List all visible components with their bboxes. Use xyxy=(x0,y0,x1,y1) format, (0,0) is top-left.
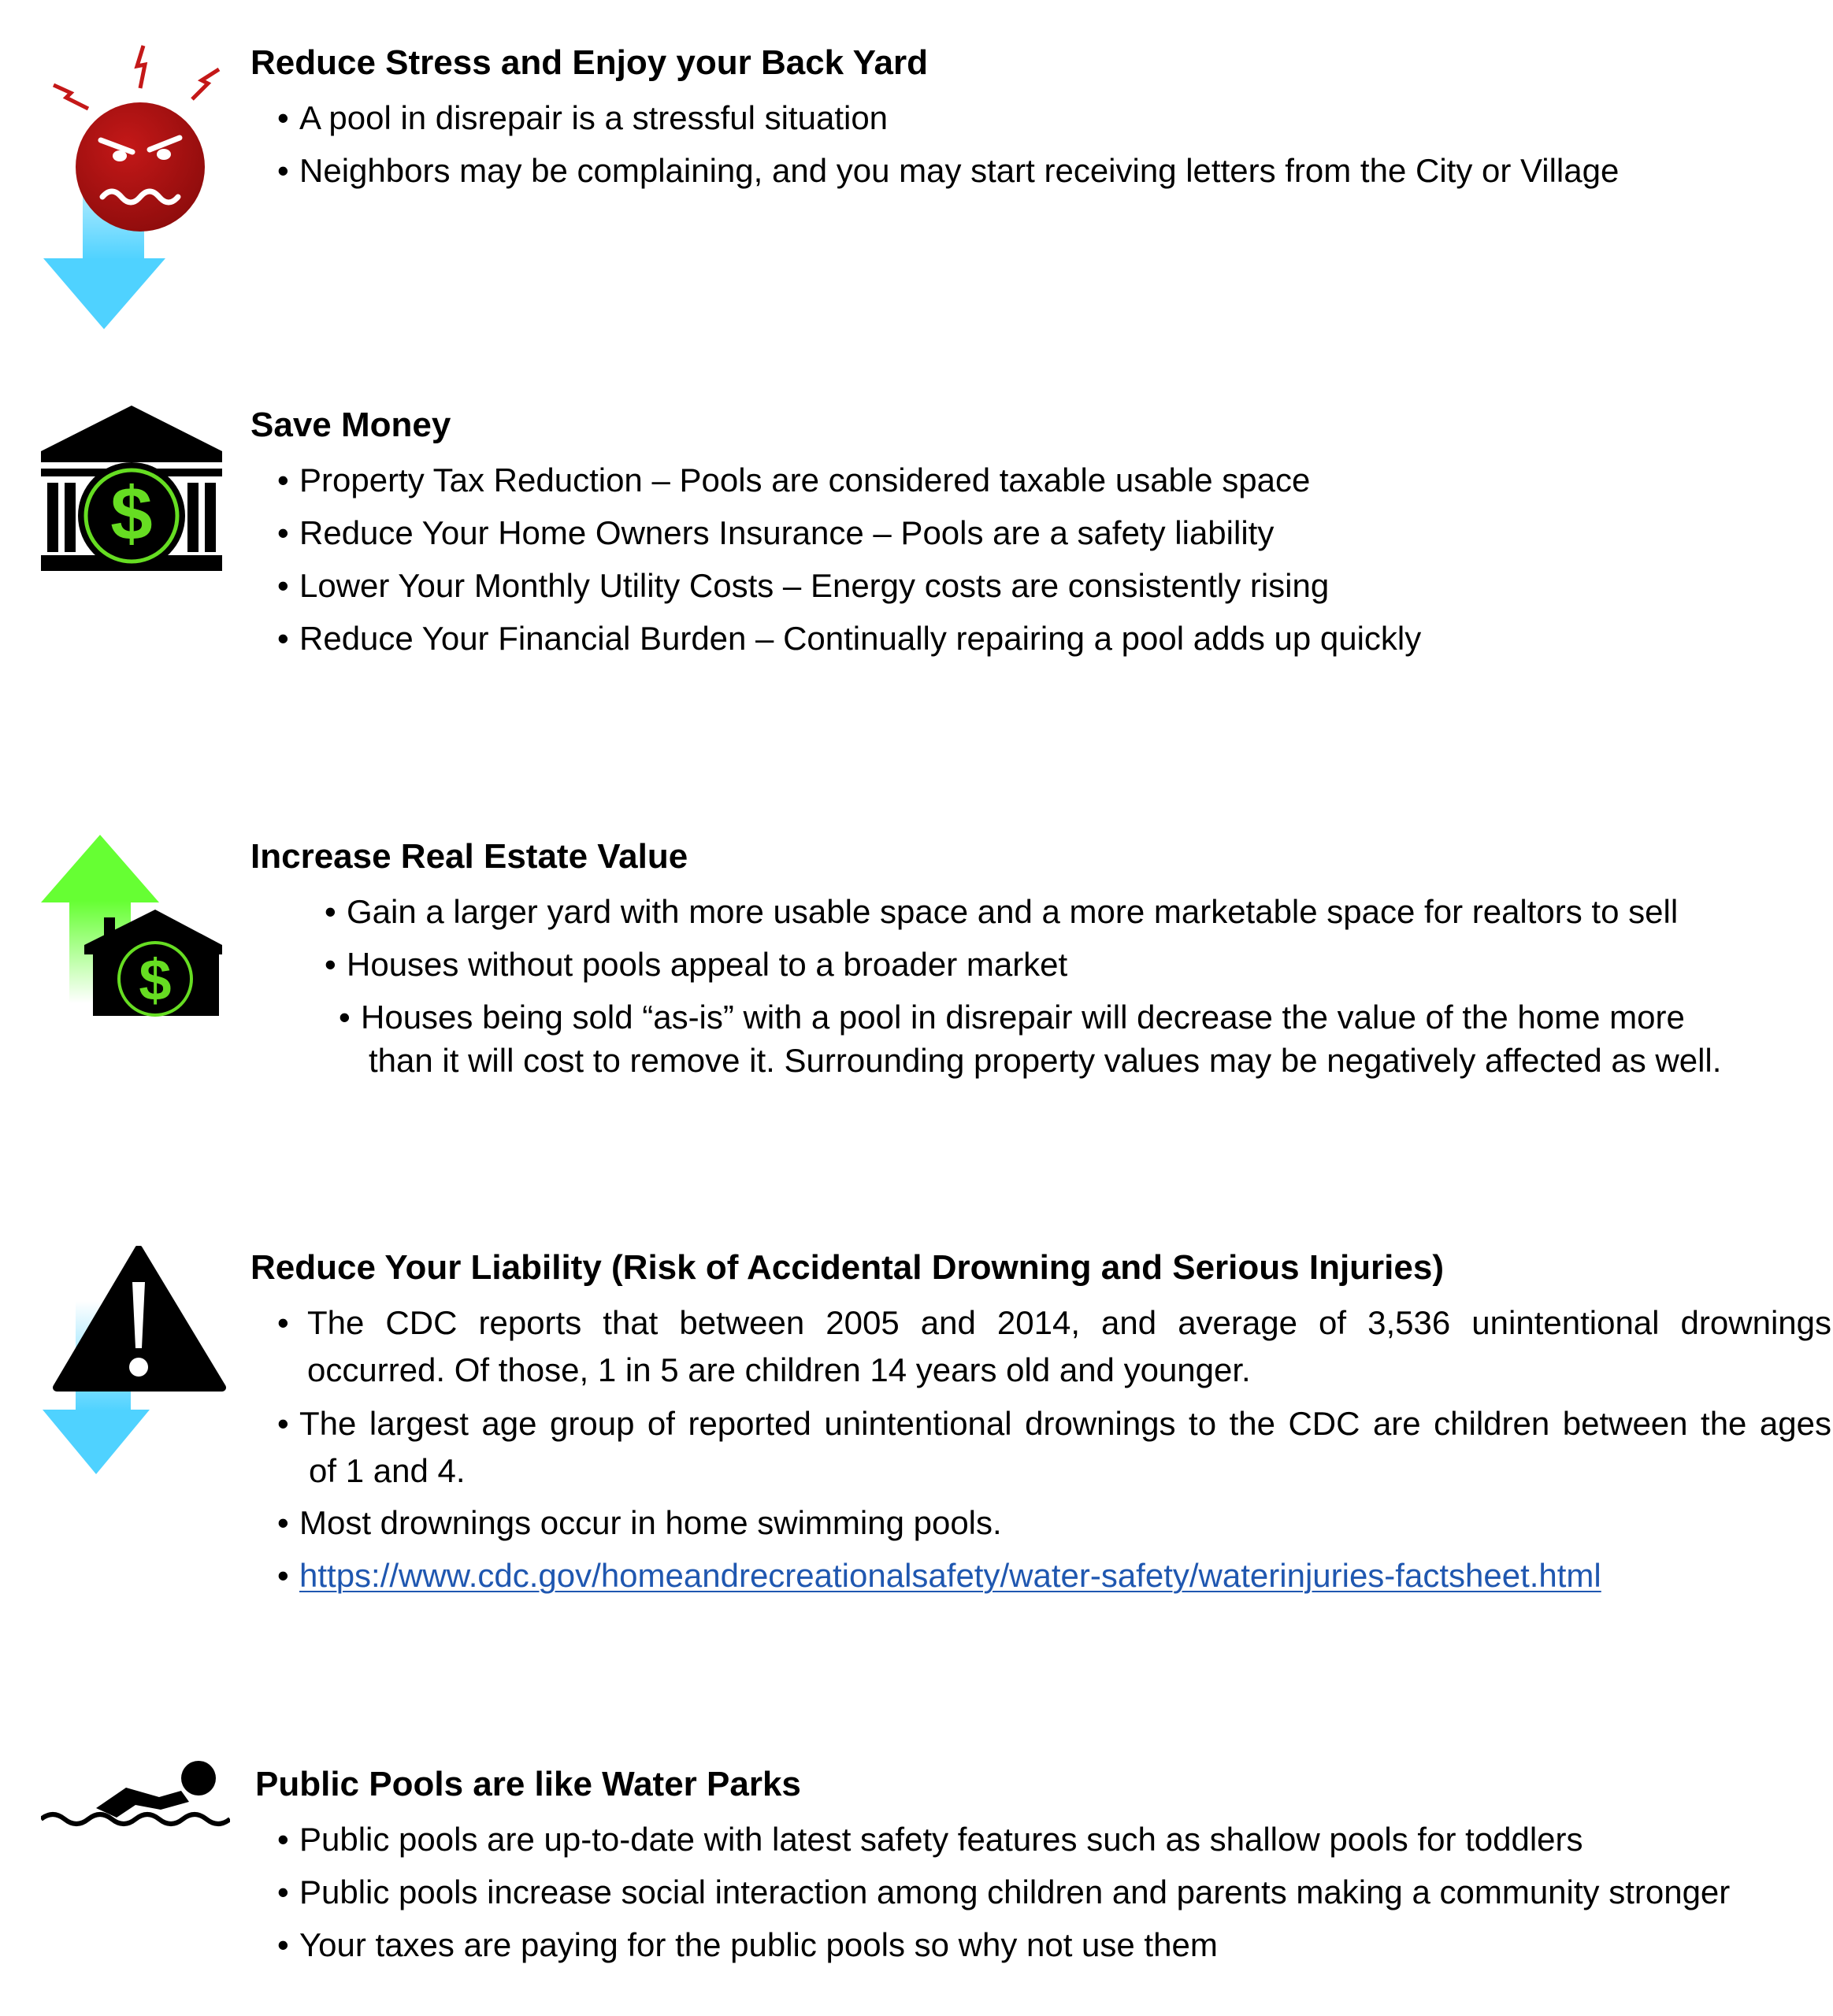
bullet-item xyxy=(277,1402,299,1446)
bullet-marker: • xyxy=(277,1405,289,1442)
bullet-marker: • xyxy=(277,1873,289,1910)
bullet-text: Public pools are up-to-date with latest safety features such as shallow pools for toddlers xyxy=(299,1821,1583,1858)
angry-face-down-arrow-icon xyxy=(39,39,228,339)
bullet-text: The largest age group of reported unintentional drownings to the CDC are children between the ages xyxy=(299,1405,1831,1442)
bullet-marker: • xyxy=(277,1304,289,1341)
bullet-marker: • xyxy=(277,1504,289,1541)
bullet-item xyxy=(339,995,1685,1040)
bullet-text: A pool in disrepair is a stressful situation xyxy=(299,99,889,136)
bullet-item xyxy=(277,511,1274,555)
bullet-item-continuation xyxy=(309,1449,466,1493)
bullet-text: Most drownings occur in home swimming pools. xyxy=(299,1504,1002,1541)
bullet-text: Neighbors may be complaining, and you may start receiving letters from the City or Village xyxy=(299,152,1620,189)
bullet-text: The CDC reports that between 2005 and 2014, and average of 3,536 unintentional drownings xyxy=(307,1304,1831,1341)
bullet-text: occurred. Of those, 1 in 5 are children 14 years old and younger. xyxy=(307,1351,1251,1388)
bullet-text: Houses being sold “as-is” with a pool in disrepair will decrease the value of the home more xyxy=(361,999,1685,1036)
bullet-marker: • xyxy=(325,893,336,930)
section-heading: Increase Real Estate Value xyxy=(250,837,688,876)
bullet-marker: • xyxy=(277,1926,289,1963)
cdc-factsheet-link[interactable]: https://www.cdc.gov/homeandrecreationalsafety/water-safety/waterinjuries-factsheet.html xyxy=(299,1557,1601,1594)
bullet-text: than it will cost to remove it. Surrounding property values may be negatively affected as well. xyxy=(369,1042,1722,1079)
section-heading: Public Pools are like Water Parks xyxy=(255,1765,801,1803)
bullet-text: Reduce Your Financial Burden – Continually repairing a pool adds up quickly xyxy=(299,620,1422,657)
bullet-item-continuation xyxy=(369,1039,1721,1083)
bullet-item xyxy=(277,564,1329,608)
bullet-item xyxy=(277,1818,1583,1862)
bullet-text: Your taxes are paying for the public pools so why not use them xyxy=(299,1926,1218,1963)
bullet-marker: • xyxy=(277,1557,289,1594)
svg-text:$: $ xyxy=(139,947,172,1013)
section-heading: Save Money xyxy=(250,406,451,444)
house-dollar-up-arrow-icon xyxy=(41,835,222,1024)
bullet-marker: • xyxy=(277,461,289,498)
bullet-marker: • xyxy=(277,567,289,604)
swimmer-icon xyxy=(41,1756,230,1843)
bank-dollar-icon xyxy=(41,406,222,571)
bullet-marker: • xyxy=(277,152,289,189)
bullet-item xyxy=(277,96,888,140)
bullet-marker: • xyxy=(277,1821,289,1858)
warning-down-arrow-icon xyxy=(39,1246,228,1482)
bullet-marker: • xyxy=(325,946,336,983)
bullet-item xyxy=(277,1870,1730,1914)
bullet-text: Property Tax Reduction – Pools are considered taxable usable space xyxy=(299,461,1311,498)
bullet-item xyxy=(277,458,1310,502)
svg-text:$: $ xyxy=(110,472,153,556)
bullet-text: of 1 and 4. xyxy=(309,1452,466,1489)
bullet-item xyxy=(277,1501,1002,1545)
bullet-marker: • xyxy=(277,514,289,551)
bullet-item xyxy=(277,1923,1218,1967)
section-heading: Reduce Your Liability (Risk of Accidental Drowning and Serious Injuries) xyxy=(250,1248,1444,1287)
bullet-item xyxy=(277,617,1421,661)
bullet-marker: • xyxy=(339,999,351,1036)
bullet-text: Reduce Your Home Owners Insurance – Pools are a safety liability xyxy=(299,514,1275,551)
bullet-item xyxy=(277,1301,299,1345)
bullet-text: Houses without pools appeal to a broader market xyxy=(347,946,1068,983)
bullet-item xyxy=(277,1554,1601,1598)
bullet-text: Lower Your Monthly Utility Costs – Energy costs are consistently rising xyxy=(299,567,1330,604)
section-heading: Reduce Stress and Enjoy your Back Yard xyxy=(250,43,928,82)
bullet-marker: • xyxy=(277,620,289,657)
bullet-item xyxy=(325,890,1678,934)
bullet-item xyxy=(325,943,1067,987)
bullet-text: Gain a larger yard with more usable space and a more marketable space for realtors to sell xyxy=(347,893,1679,930)
bullet-item-continuation xyxy=(307,1348,1251,1392)
bullet-item xyxy=(277,149,1619,193)
bullet-text: Public pools increase social interaction among children and parents making a community stronger xyxy=(299,1873,1731,1910)
bullet-marker: • xyxy=(277,99,289,136)
